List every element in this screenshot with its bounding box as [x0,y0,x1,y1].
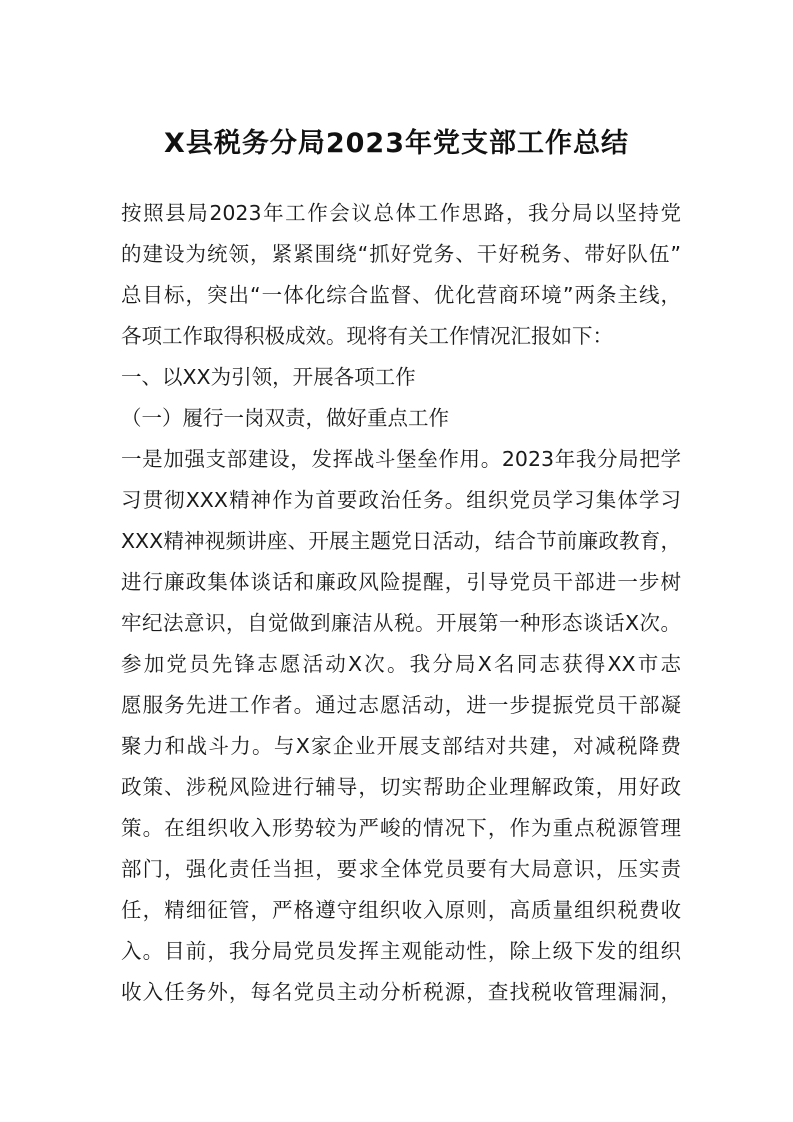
paragraph-line: 习贯彻XXX精神作为首要政治任务。组织党员学习集体学习 [121,488,681,512]
paragraph-line: 聚力和战斗力。与X家企业开展支部结对共建，对减税降费 [121,734,681,758]
paragraph-line: 政策、涉税风险进行辅导，切实帮助企业理解政策，用好政 [121,775,681,799]
paragraph-line: 入。目前，我分局党员发挥主观能动性，除上级下发的组织 [121,939,681,963]
paragraph-line: 进行廉政集体谈话和廉政风险提醒，引导党员干部进一步树 [121,570,681,594]
paragraph-line: 总目标，突出“一体化综合监督、优化营商环境”两条主线， [121,283,681,307]
paragraph-line: 部门，强化责任当担，要求全体党员要有大局意识，压实责 [121,857,681,881]
paragraph-line: XXX精神视频讲座、开展主题党日活动，结合节前廉政教育， [121,529,681,553]
document-title: X县税务分局2023年党支部工作总结 [164,128,629,159]
paragraph-line: 牢纪法意识，自觉做到廉洁从税。开展第一种形态谈话X次。 [121,611,681,635]
paragraph-line: 的建设为统领，紧紧围绕“抓好党务、干好税务、带好队伍” [121,242,681,266]
paragraph-line: 参加党员先锋志愿活动X次。我分局X名同志获得XX市志 [121,652,681,676]
paragraph-line: 按照县局2023年工作会议总体工作思路，我分局以坚持党 [121,201,681,225]
paragraph-line: 任，精细征管，严格遵守组织收入原则，高质量组织税费收 [121,898,681,922]
subsection-heading: （一）履行一岗双责，做好重点工作 [121,406,449,430]
paragraph-line: 各项工作取得积极成效。现将有关工作情况汇报如下： [121,324,613,348]
paragraph-line: 一是加强支部建设，发挥战斗堡垒作用。2023年我分局把学 [121,447,681,471]
section-heading: 一、以XX为引领，开展各项工作 [121,365,416,389]
paragraph-line: 策。在组织收入形势较为严峻的情况下，作为重点税源管理 [121,816,681,840]
paragraph-line: 收入任务外，每名党员主动分析税源，查找税收管理漏洞， [121,980,681,1004]
paragraph-line: 愿服务先进工作者。通过志愿活动，进一步提振党员干部凝 [121,693,681,717]
